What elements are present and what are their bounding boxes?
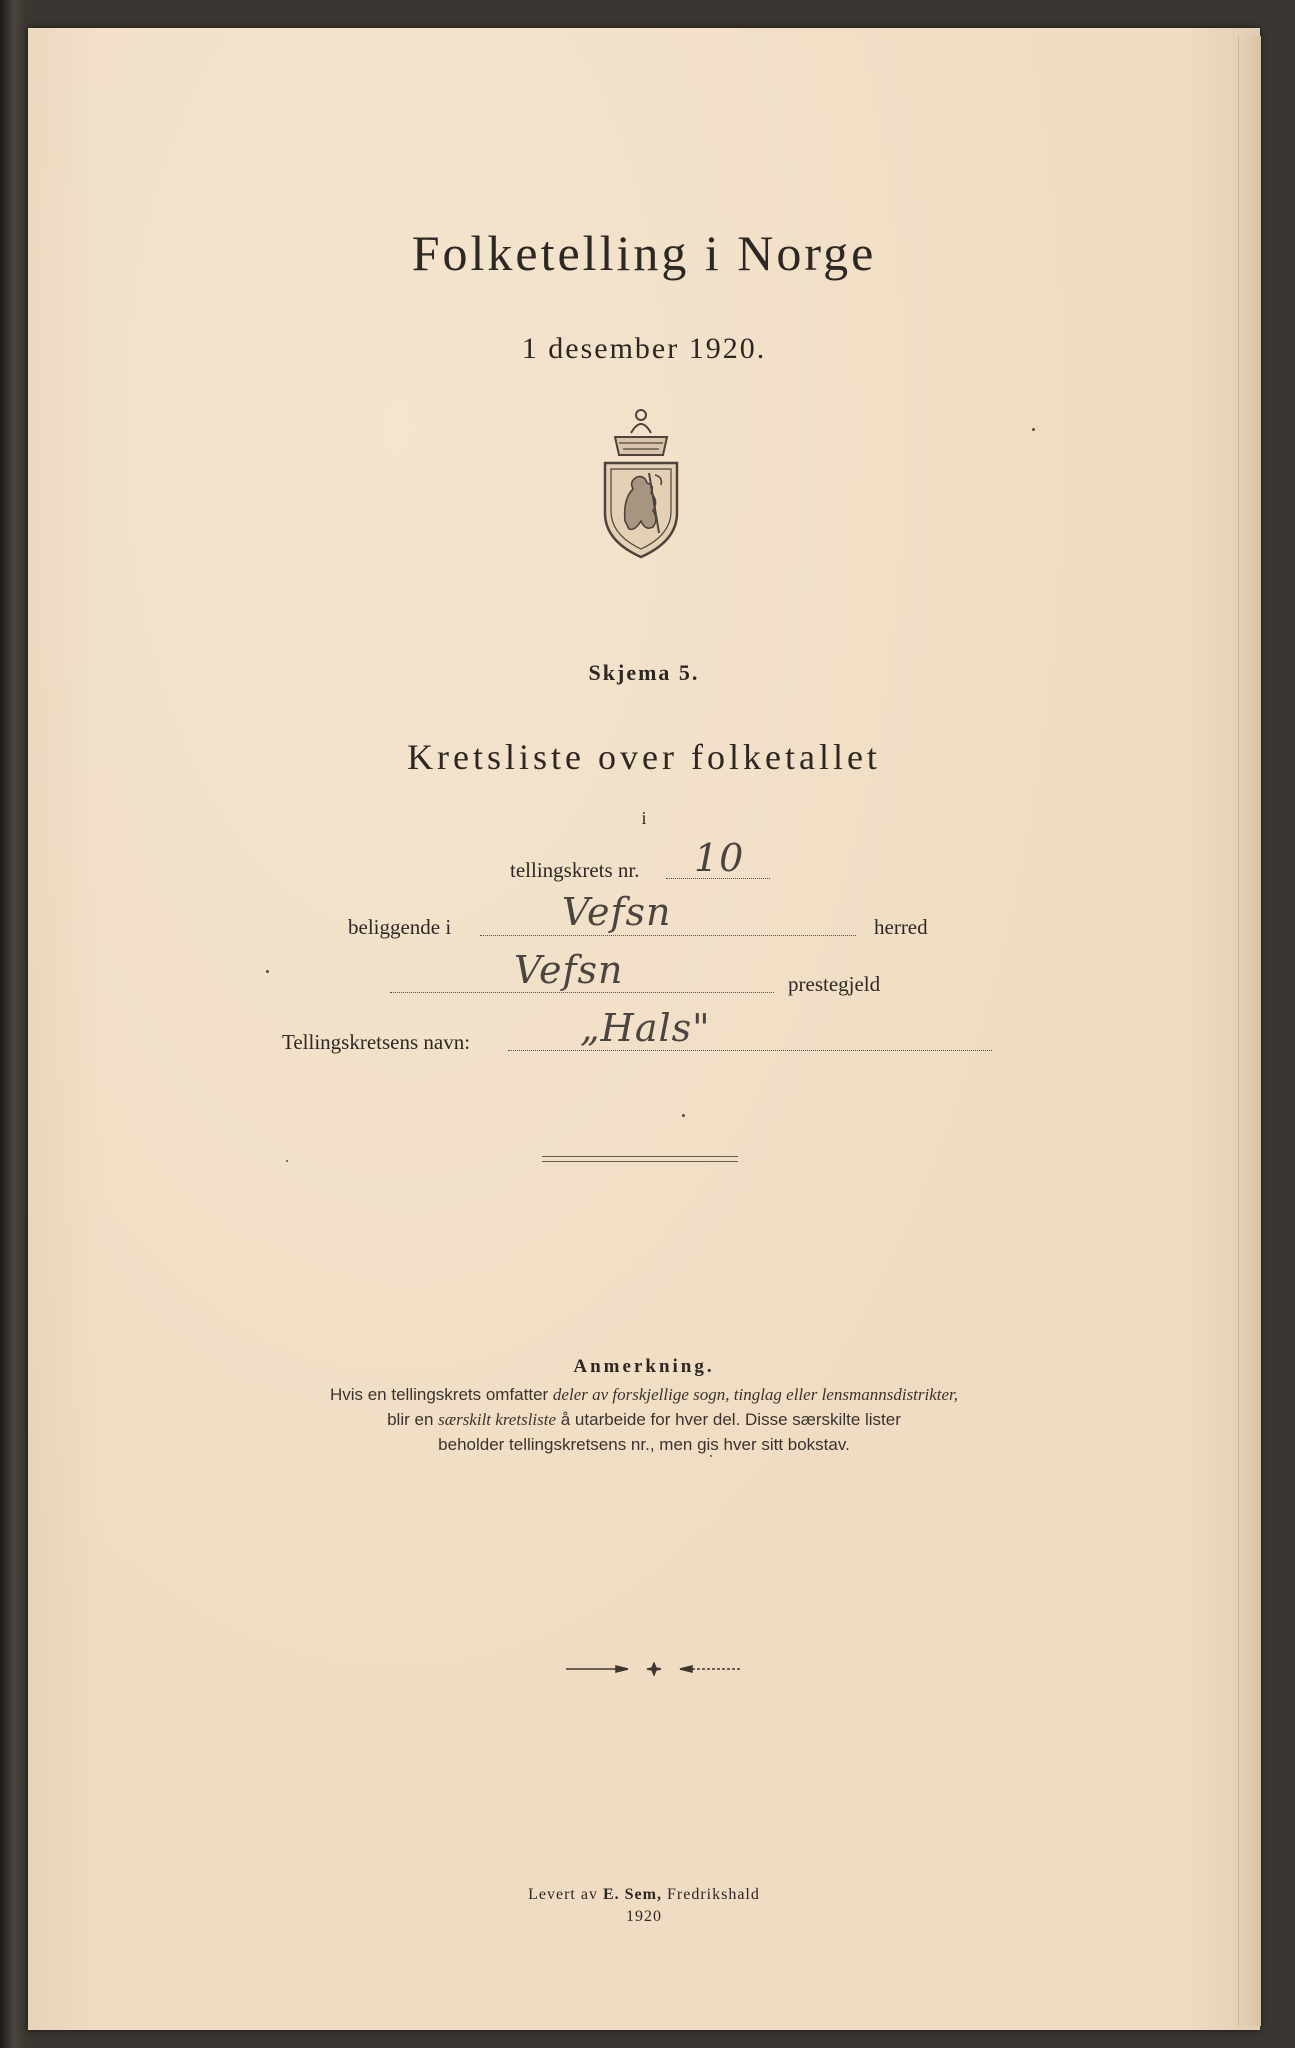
conjunction-text: i [641,808,647,828]
prestegjeld-handwritten: Vefsn [514,948,624,992]
form-title: Folketelling i Norge [411,225,877,281]
paper-speck [266,970,269,973]
census-form-page [28,28,1260,2030]
paper-speck [682,1114,685,1117]
printer-place: Fredrikshald [661,1886,760,1903]
schema-number: Skjema 5. [588,660,700,685]
krets-label: tellingskrets nr. [510,858,640,882]
section-divider [542,1156,738,1162]
beliggende-label: beliggende i [348,915,452,939]
note-line-2 [28,1410,1260,1430]
norway-coat-of-arms-icon [593,403,689,561]
krets-number-handwritten: 10 [694,836,745,880]
ornament-divider-icon [566,1662,742,1676]
note-line-2-plain-b: å utarbeide for hver del. Disse særskilte lister [556,1410,901,1429]
note-line-1 [28,1385,1260,1405]
printer-credit [28,1886,1260,1904]
note-line-1-plain: Hvis en tellingskrets omfatter [329,1385,553,1404]
printer-name: E. Sem, [602,1886,662,1903]
paper-speck [1032,428,1035,431]
kretsnavn-label: Tellingskretsens navn: [282,1030,471,1054]
herred-label: herred [874,915,928,939]
kretsnavn-underline [508,1050,992,1051]
prestegjeld-underline [390,992,774,993]
prestegjeld-label: prestegjeld [788,972,881,996]
note-line-3: beholder tellingskretsens nr., men gis hver sitt bokstav. [438,1435,850,1454]
note-line-2-plain-a: blir en [387,1410,439,1429]
page-edge-strip [1238,36,1261,2026]
printer-prefix: Levert av [528,1886,603,1903]
herred-underline [480,935,856,936]
printer-year: 1920 [626,1908,662,1925]
note-line-1-italic: deler av forskjellige sogn, tinglag eller lensmannsdistrikter, [552,1385,959,1404]
paper-speck [710,1455,712,1457]
paper-speck [286,1160,288,1162]
kretsnavn-handwritten: „Hals" [580,1006,711,1050]
census-date: 1 desember 1920. [521,332,767,365]
herred-handwritten: Vefsn [562,890,672,934]
note-line-2-italic: særskilt kretsliste [438,1410,557,1429]
note-title: Anmerkning. [573,1356,715,1377]
form-heading: Kretsliste over folketallet [407,737,881,777]
